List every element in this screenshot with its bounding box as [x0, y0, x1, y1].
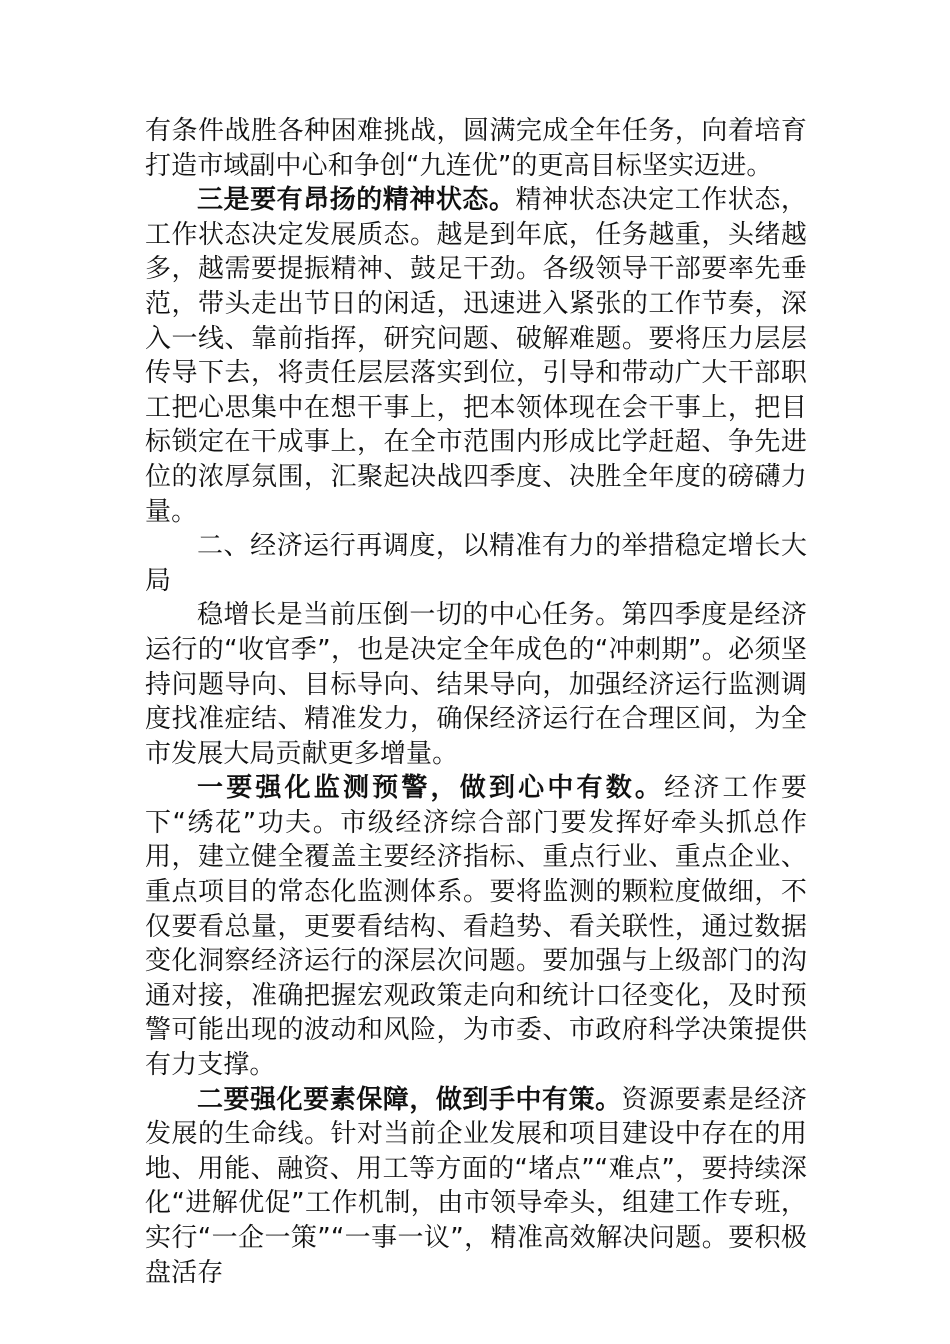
paragraph-monitoring	[145, 771, 807, 1082]
section-heading-text: 二、经济运行再调度，以精准有力的举措稳定增长大局	[145, 531, 807, 596]
paragraph-lead: 二要强化要素保障，做到手中有策。	[197, 1084, 622, 1115]
paragraph-lead: 一要强化监测预警，做到心中有数。	[197, 773, 665, 804]
paragraph-resources	[145, 1083, 807, 1291]
paragraph-text: 资源要素是经济发展的生命线。针对当前企业发展和项目建设中存在的用地、用能、融资、用工等方面的“堵点”“难点”，要持续深化“进解优促”工作机制，由市领导牵头，组建工作专班，实行“一企一策”“一事一议”，精准高效解决问题。要积极盘活存	[145, 1084, 807, 1288]
paragraph-text: 有条件战胜各种困难挑战，圆满完成全年任务，向着培育打造市域副中心和争创“九连优”的更高目标坚实迈进。	[145, 116, 807, 181]
paragraph-continuation	[145, 114, 807, 183]
paragraph-text: 稳增长是当前压倒一切的中心任务。第四季度是经济运行的“收官季”，也是决定全年成色的“冲刺期”。必须坚持问题导向、目标导向、结果导向，加强经济运行监测调度找准症结、精准发力，确保经济运行在合理区间，为全市发展大局贡献更多增量。	[145, 600, 807, 769]
paragraph-spirit	[145, 183, 807, 529]
paragraph-lead: 三是要有昂扬的精神状态。	[197, 185, 516, 216]
paragraph-growth	[145, 598, 807, 771]
section-heading	[145, 529, 807, 598]
paragraph-text: 精神状态决定工作状态，工作状态决定发展质态。越是到年底，任务越重，头绪越多，越需要提振精神、鼓足干劲。各级领导干部要率先垂范，带头走出节日的闲适，迅速进入紧张的工作节奏，深入一线、靠前指挥，研究问题、破解难题。要将压力层层传导下去，将责任层层落实到位，引导和带动广大干部职工把心思集中在想干事上，把本领体现在会干事上，把目标锁定在干成事上，在全市范围内形成比学赶超、争先进位的浓厚氛围，汇聚起决战四季度、决胜全年度的磅礴力量。	[145, 185, 807, 527]
document-body	[145, 114, 807, 1290]
paragraph-text: 经济工作要下“绣花”功夫。市级经济综合部门要发挥好牵头抓总作用，建立健全覆盖主要经济指标、重点行业、重点企业、重点项目的常态化监测体系。要将监测的颗粒度做细，不仅要看总量，更要看结构、看趋势、看关联性，通过数据变化洞察经济运行的深层次问题。要加强与上级部门的沟通对接，准确把握宏观政策走向和统计口径变化，及时预警可能出现的波动和风险，为市委、市政府科学决策提供有力支撑。	[145, 773, 807, 1081]
